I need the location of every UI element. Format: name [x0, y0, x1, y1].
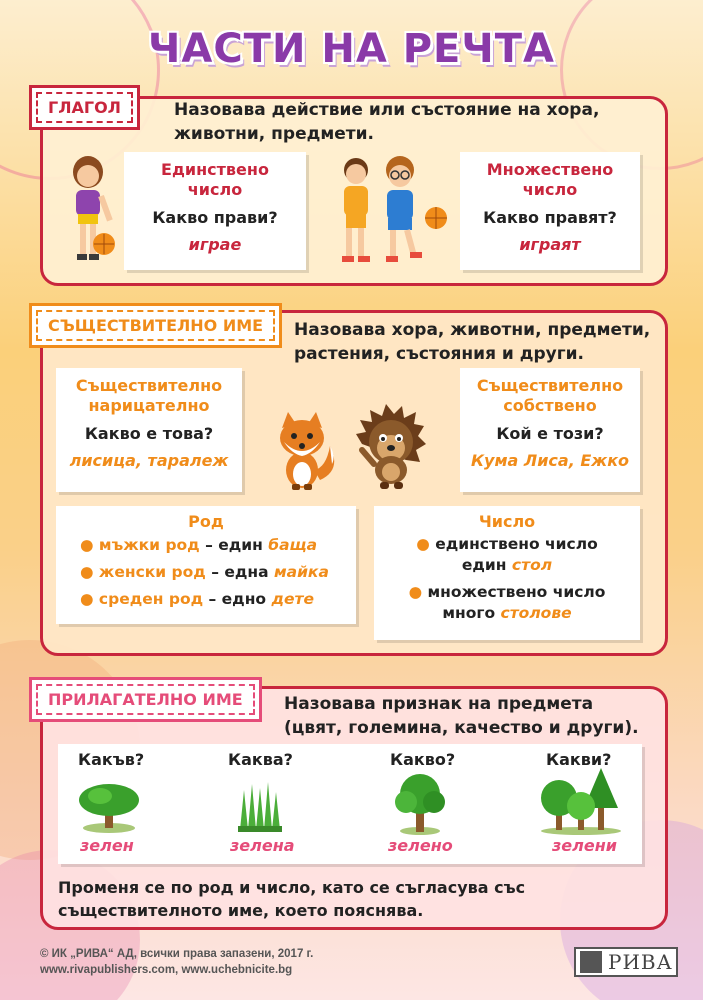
riva-logo-icon — [580, 951, 602, 973]
trees-icon — [538, 768, 624, 836]
page-title: ЧАСТИ НА РЕЧТА — [148, 26, 555, 72]
gender-label: среден род — [98, 590, 204, 608]
adjective-note-line2: съществителното име, което пояснява. — [58, 901, 424, 920]
gender-label: женски род — [98, 563, 206, 581]
number-title: Число — [478, 512, 536, 531]
bullet-icon: ● — [80, 590, 99, 608]
number-singular-word: стол — [511, 556, 553, 574]
publisher-logo — [574, 947, 678, 977]
bullet-icon: ● — [80, 536, 99, 554]
adjective-question: Каква? — [228, 750, 293, 769]
noun-desc-line1: Назовава хора, животни, предмети, — [294, 320, 651, 340]
adjective-note-line1: Променя се по род и число, като се съгласува със — [58, 878, 526, 897]
verb-singular-question: Какво прави? — [152, 208, 278, 227]
noun-proper-question: Кой е този? — [496, 424, 604, 443]
adjective-question: Какво? — [390, 750, 456, 769]
adjective-answer: зелен — [80, 836, 134, 855]
verb-singular-card — [124, 152, 306, 270]
gender-title: Род — [188, 512, 224, 531]
verb-description — [174, 98, 654, 146]
tree-icon — [392, 770, 448, 836]
adjective-answer: зелена — [230, 836, 295, 855]
gender-word: баща — [268, 536, 318, 554]
noun-tag: СЪЩЕСТВИТЕЛНО ИМЕ — [36, 310, 275, 341]
tree-icon — [76, 778, 142, 834]
noun-common-answer: лисица, таралеж — [69, 451, 229, 470]
bullet-icon: ● — [416, 535, 436, 553]
verb-desc-line2: животни, предмети. — [174, 124, 374, 144]
noun-proper-heading2: собствено — [503, 396, 597, 415]
fox-illustration — [270, 410, 340, 492]
number-plural-label — [374, 582, 640, 603]
number-singular-label — [374, 534, 640, 555]
verb-singular-heading1: Единствено — [161, 160, 269, 179]
gender-word: майка — [273, 563, 329, 581]
verb-plural-answer: играят — [519, 235, 581, 254]
noun-proper-heading1: Съществително — [476, 376, 624, 395]
gender-mid: – едно — [203, 590, 272, 608]
verb-singular-answer: играе — [188, 235, 242, 254]
verb-plural-card — [460, 152, 640, 270]
gender-mid: – един — [199, 536, 269, 554]
number-singular-example — [374, 555, 640, 576]
noun-proper-card — [460, 368, 640, 492]
gender-row-neuter — [80, 586, 356, 613]
adjective-note — [58, 876, 658, 922]
adjective-answer: зелено — [388, 836, 453, 855]
website-links[interactable]: www.rivapublishers.com, www.uchebnicite.bg — [40, 964, 293, 976]
adjective-desc-line2: (цвят, големина, качество и други). — [284, 718, 639, 738]
adjective-description — [284, 692, 664, 740]
adjective-question: Какви? — [546, 750, 612, 769]
gender-mid: – една — [205, 563, 274, 581]
adjective-desc-line1: Назовава признак на предмета — [284, 694, 594, 714]
noun-description — [294, 318, 664, 366]
number-plural-example — [374, 603, 640, 624]
adjective-question: Какъв? — [78, 750, 145, 769]
bullet-icon: ● — [408, 583, 428, 601]
gender-row-feminine — [80, 559, 356, 586]
number-plural-word: столове — [500, 604, 572, 622]
noun-common-heading1: Съществително — [75, 376, 223, 395]
verb-plural-heading2: число — [522, 180, 578, 199]
copyright-text: © ИК „РИВА“ АД, всички права запазени, 2017 г. — [40, 948, 314, 960]
noun-common-question: Какво е това? — [84, 424, 214, 443]
number-plural-pre: много — [442, 604, 501, 622]
noun-common-heading2: нарицателно — [88, 396, 210, 415]
noun-proper-answer: Кума Лиса, Ежко — [470, 451, 630, 470]
adjective-tag: ПРИЛАГАТЕЛНО ИМЕ — [36, 684, 255, 715]
verb-desc-line1: Назовава действие или състояние на хора, — [174, 100, 600, 120]
noun-desc-line2: растения, състояния и други. — [294, 344, 584, 364]
verb-plural-question: Какво правят? — [483, 208, 617, 227]
bullet-icon: ● — [80, 563, 99, 581]
adjective-answer: зелени — [552, 836, 617, 855]
girl-with-ball-illustration — [58, 150, 122, 270]
number-plural-text: множествено число — [427, 583, 606, 601]
noun-number-card — [374, 506, 640, 640]
number-singular-text: единствено число — [435, 535, 598, 553]
noun-common-card — [56, 368, 242, 492]
logo-text: РИВА — [608, 950, 673, 974]
gender-row-masculine — [80, 532, 356, 559]
hedgehog-illustration — [356, 404, 426, 492]
boys-playing-illustration — [324, 148, 456, 272]
noun-gender-card — [56, 506, 356, 624]
number-singular-pre: един — [461, 556, 512, 574]
gender-word: дете — [271, 590, 314, 608]
verb-singular-heading2: число — [187, 180, 243, 199]
grass-icon — [238, 780, 282, 832]
gender-label: мъжки род — [98, 536, 200, 554]
verb-tag: ГЛАГОЛ — [36, 92, 133, 123]
verb-plural-heading1: Множествено — [486, 160, 614, 179]
